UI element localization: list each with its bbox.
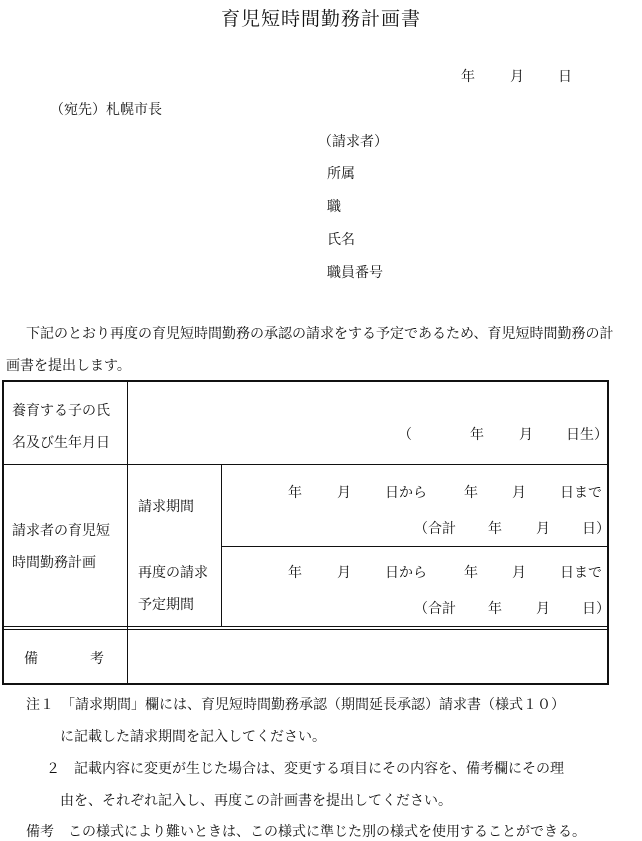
- note-1: 注１ 「請求期間」欄には、育児短時間勤務承認（期間延長承認）請求書（様式１０）: [26, 697, 565, 713]
- reperiod-total-month: 月: [536, 601, 550, 617]
- period-from-day: 日から: [385, 485, 427, 501]
- period-from-month: 月: [337, 485, 351, 501]
- period-total-day: 日）: [582, 521, 610, 537]
- intro-text: 下記のとおり再度の育児短時間勤務の承認の請求をする予定であるため、育児短時間勤務の計画書を提出します。: [6, 326, 614, 374]
- requester-employee-number: 職員番号: [327, 265, 383, 281]
- birth-day: 日生）: [566, 427, 608, 443]
- child-label: 名及び生年月日: [12, 435, 110, 451]
- reperiod-total: （合計: [414, 601, 456, 617]
- period-to-day: 日まで: [560, 485, 602, 501]
- period-from-year: 年: [288, 485, 302, 501]
- requester-position: 職: [327, 199, 341, 215]
- requester-affiliation: 所属: [327, 166, 355, 182]
- page-title: 育児短時間勤務計画書: [220, 8, 421, 30]
- reperiod-from-month: 月: [337, 565, 351, 581]
- child-label: 養育する子の氏: [12, 403, 110, 419]
- reperiod-total-year: 年: [488, 601, 502, 617]
- period-total-year: 年: [488, 521, 502, 537]
- period-to-year: 年: [464, 485, 478, 501]
- reperiod-from-year: 年: [288, 565, 302, 581]
- reperiod-label: 再度の請求: [138, 565, 208, 581]
- birth-month: 月: [519, 427, 533, 443]
- remarks-label: 考: [90, 651, 104, 667]
- remarks-label: 備: [24, 651, 38, 667]
- reperiod-to-day: 日まで: [560, 565, 602, 581]
- note-2: ２ 記載内容に変更が生じた場合は、変更する項目にその内容を、備考欄にその理: [46, 761, 564, 777]
- requester-name: 氏名: [327, 232, 355, 248]
- col-divider: [221, 464, 222, 626]
- reperiod-from-day: 日から: [385, 565, 427, 581]
- plan-label: 時間勤務計画: [12, 555, 96, 571]
- period-total: （合計: [414, 521, 456, 537]
- remark-note: 備考 この様式により難いときは、この様式に準じた別の様式を使用することができる。: [26, 824, 586, 840]
- birth-year: 年: [470, 427, 484, 443]
- period-label: 請求期間: [138, 499, 194, 515]
- birth-paren: （: [398, 427, 412, 443]
- col-divider: [127, 382, 128, 683]
- row-divider: [221, 546, 607, 547]
- period-to-month: 月: [512, 485, 526, 501]
- reperiod-to-year: 年: [464, 565, 478, 581]
- reperiod-label: 予定期間: [138, 597, 194, 613]
- date-day: 日: [558, 69, 572, 85]
- date-year: 年: [461, 69, 475, 85]
- reperiod-to-month: 月: [512, 565, 526, 581]
- addressee: （宛先）札幌市長: [50, 102, 162, 118]
- row-divider: [4, 626, 607, 627]
- plan-label: 請求者の育児短: [12, 523, 110, 539]
- period-total-month: 月: [536, 521, 550, 537]
- requester-label: （請求者）: [318, 134, 388, 150]
- reperiod-total-day: 日）: [582, 601, 610, 617]
- plan-table: [2, 380, 609, 685]
- row-divider: [4, 464, 607, 465]
- date-month: 月: [510, 69, 524, 85]
- row-divider: [4, 629, 607, 630]
- note-1-cont: に記載した請求期間を記入してください。: [60, 729, 326, 745]
- note-2-cont: 由を、それぞれ記入し、再度この計画書を提出してください。: [60, 793, 452, 809]
